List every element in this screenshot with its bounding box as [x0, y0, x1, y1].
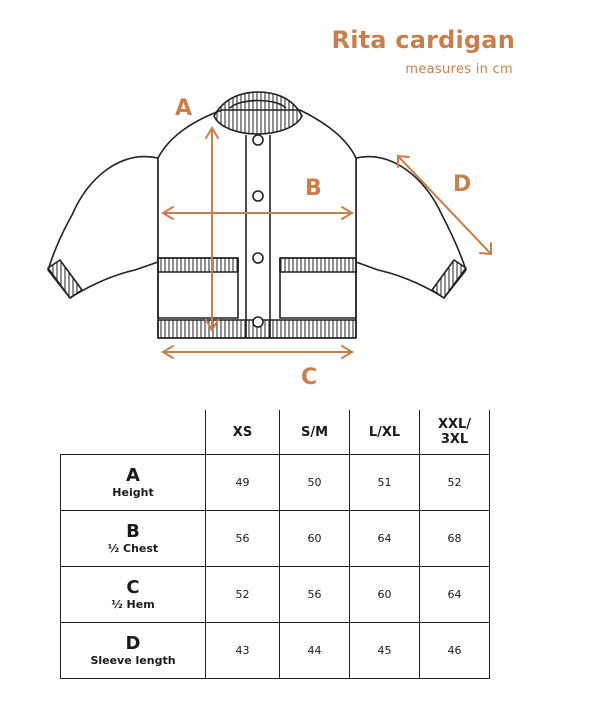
- size-table: [60, 410, 490, 679]
- table-cell: 51: [350, 455, 420, 511]
- row-header: [61, 567, 206, 623]
- row-label: Sleeve length: [90, 653, 176, 667]
- table-cell: 52: [420, 455, 490, 511]
- table-cell: 60: [280, 511, 350, 567]
- table-cell: 49: [206, 455, 280, 511]
- row-header: [61, 511, 206, 567]
- table-cell: 43: [206, 623, 280, 679]
- row-label: ½ Hem: [111, 597, 155, 611]
- table-cell: 46: [420, 623, 490, 679]
- table-row: [61, 455, 490, 511]
- table-cell: 50: [280, 455, 350, 511]
- table-cell: 52: [206, 567, 280, 623]
- dimension-label-b: B: [305, 176, 322, 201]
- column-header: S/M: [280, 410, 350, 455]
- row-header: [61, 455, 206, 511]
- table-corner: [61, 410, 206, 455]
- table-cell: 56: [280, 567, 350, 623]
- table-cell: 45: [350, 623, 420, 679]
- row-letter: A: [126, 464, 140, 486]
- page-title: Rita cardigan: [331, 26, 515, 54]
- cardigan-outline: [48, 92, 466, 338]
- dimension-label-a: A: [175, 96, 193, 121]
- dimension-label-d: D: [453, 172, 472, 197]
- table-cell: 56: [206, 511, 280, 567]
- column-header: XS: [206, 410, 280, 455]
- column-header: L/XL: [350, 410, 420, 455]
- table-row: [61, 623, 490, 679]
- row-letter: C: [126, 576, 140, 598]
- table-cell: 68: [420, 511, 490, 567]
- dimension-label-c: C: [301, 365, 318, 390]
- column-header: XXL/ 3XL: [420, 410, 490, 455]
- row-letter: D: [125, 632, 141, 654]
- table-cell: 60: [350, 567, 420, 623]
- table-header-row: [61, 410, 490, 455]
- table-cell: 64: [350, 511, 420, 567]
- page-subtitle: measures in cm: [405, 62, 513, 77]
- table-row: [61, 511, 490, 567]
- table-cell: 64: [420, 567, 490, 623]
- row-header: [61, 623, 206, 679]
- row-letter: B: [126, 520, 140, 542]
- row-label: Height: [112, 485, 154, 499]
- row-label: ½ Chest: [107, 541, 159, 555]
- table-row: [61, 567, 490, 623]
- table-cell: 44: [280, 623, 350, 679]
